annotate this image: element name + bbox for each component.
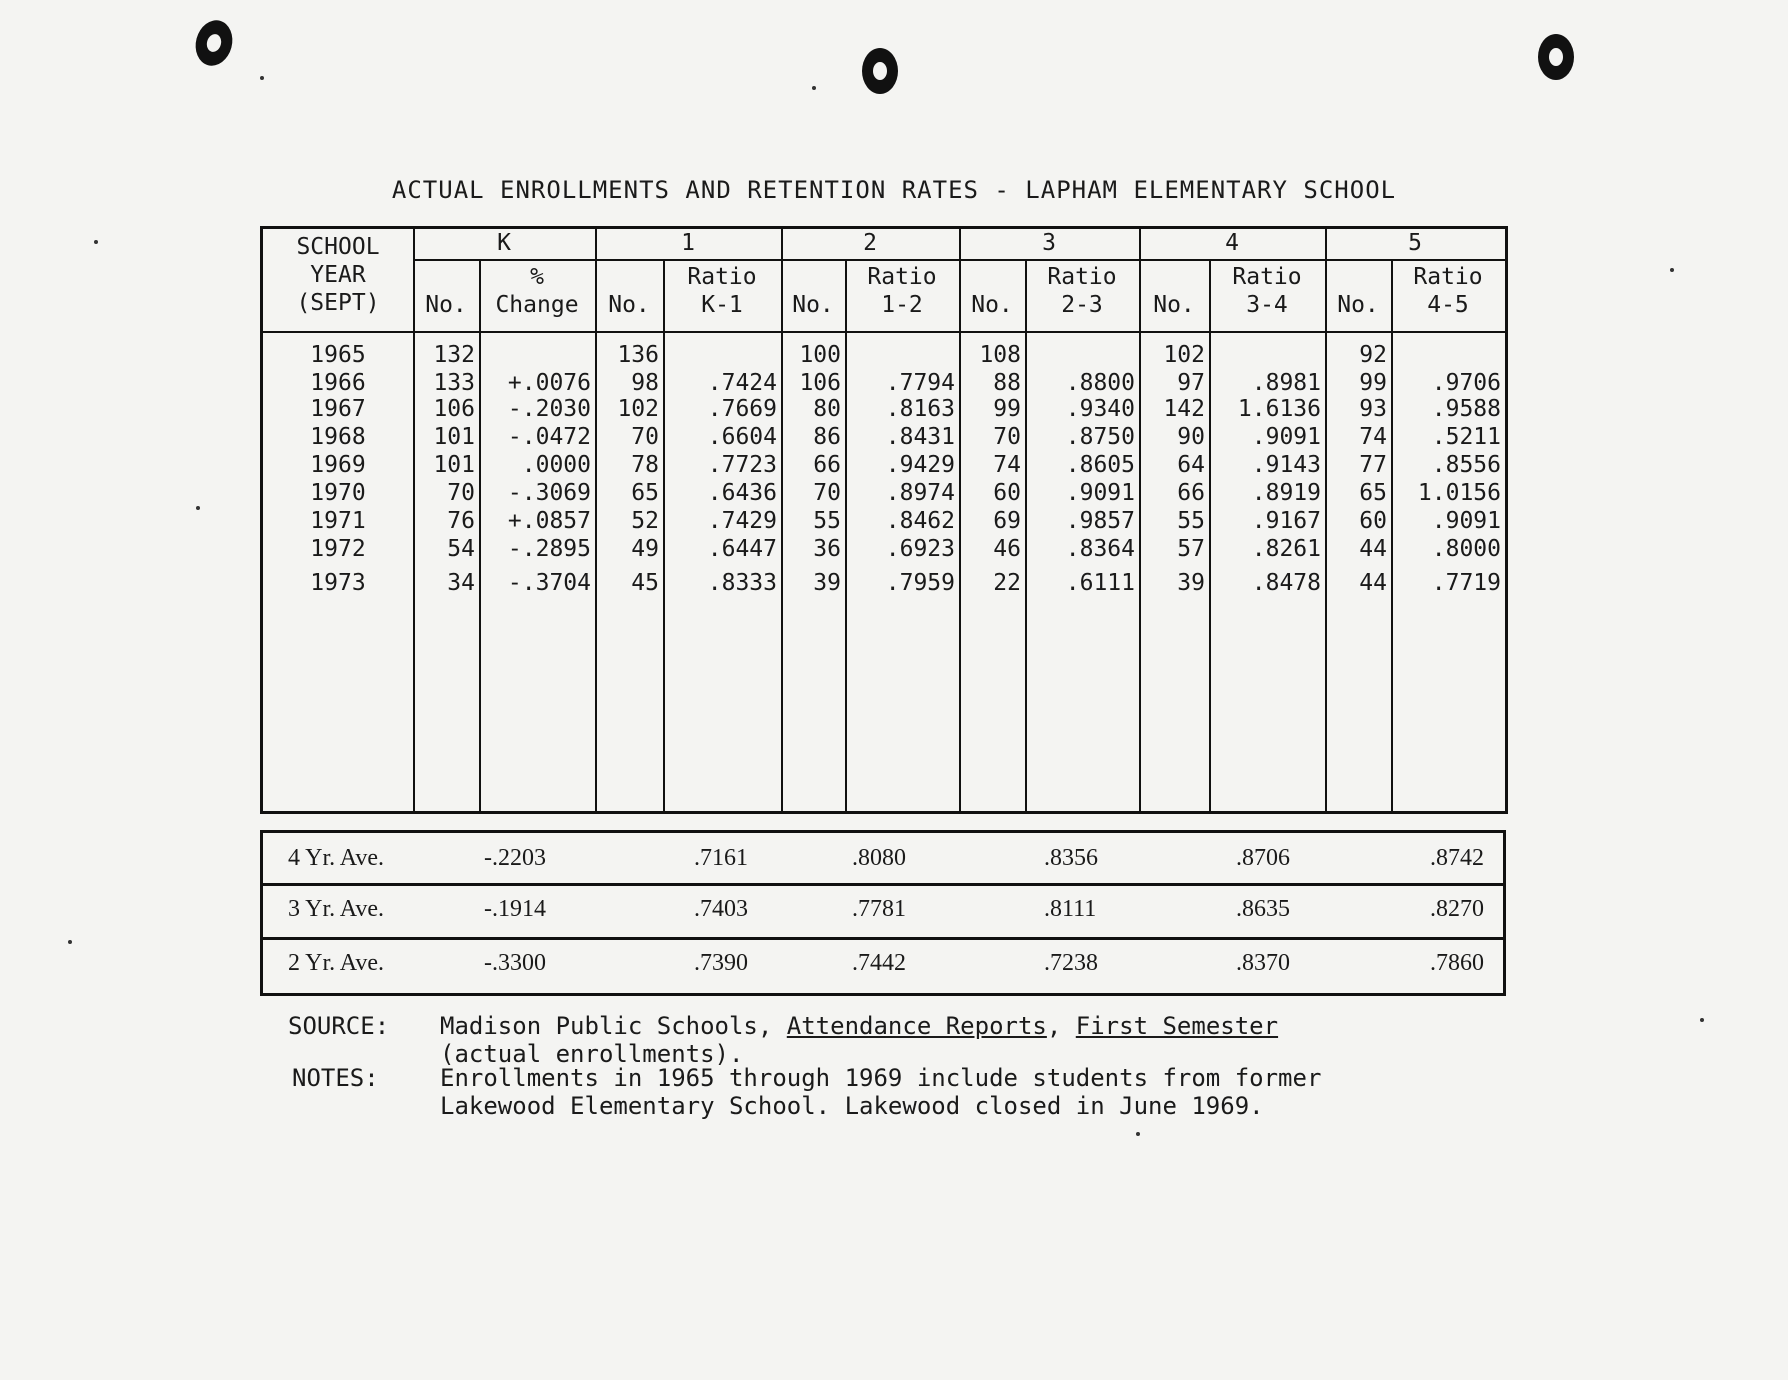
- subheader-no: No.: [608, 292, 650, 318]
- cell-g4-no: 64: [1177, 452, 1205, 478]
- subheader-ratio-range: 4-5: [1427, 292, 1469, 318]
- cell-k-no: 54: [447, 536, 475, 562]
- cell-g5-no: 44: [1359, 570, 1387, 596]
- subheader-pct: %: [530, 264, 544, 290]
- cell-year: 1968: [310, 424, 366, 450]
- subheader-ratio-34: [1209, 263, 1325, 319]
- group-header-4: 4: [1225, 230, 1239, 256]
- cell-r-k1: .6447: [707, 536, 777, 562]
- cell-k-chg: .0000: [521, 452, 591, 478]
- average-row: [260, 884, 1506, 940]
- cell-g3-no: 46: [993, 536, 1021, 562]
- subheader-no: No.: [1337, 292, 1379, 318]
- subheader-no: No.: [425, 292, 467, 318]
- source-text: [440, 1012, 1278, 1040]
- cell-g2-no: 106: [799, 370, 841, 396]
- cell-g3-no: 69: [993, 508, 1021, 534]
- cell-r-34: .8981: [1251, 370, 1321, 396]
- page-title: ACTUAL ENROLLMENTS AND RETENTION RATES - LAPHAM ELEMENTARY SCHOOL: [391, 176, 1397, 204]
- cell-g2-no: 66: [813, 452, 841, 478]
- average-value-k: -.2203: [484, 845, 546, 871]
- cell-k-chg: +.0857: [507, 508, 591, 534]
- cell-r-45: .9091: [1431, 508, 1501, 534]
- cell-r-45: .5211: [1431, 424, 1501, 450]
- cell-g3-no: 22: [993, 570, 1021, 596]
- cell-k-chg: -.3704: [507, 570, 591, 596]
- cell-r-23: .9091: [1065, 480, 1135, 506]
- source-text-2: (actual enrollments).: [440, 1040, 744, 1068]
- group-header-k: K: [497, 230, 511, 256]
- cell-r-12: .7959: [885, 570, 955, 596]
- cell-r-12: .8462: [885, 508, 955, 534]
- speck: [68, 940, 72, 944]
- average-label: 4 Yr. Ave.: [288, 845, 384, 871]
- cell-g4-no: 55: [1177, 508, 1205, 534]
- subheader-ratio-range: 1-2: [881, 292, 923, 318]
- year-header-line: (SEPT): [296, 290, 380, 316]
- average-value-k1: .7161: [694, 845, 748, 871]
- group-header-1: 1: [681, 230, 695, 256]
- cell-r-23: .8605: [1065, 452, 1135, 478]
- subheader-ratio-range: 3-4: [1246, 292, 1288, 318]
- speck: [196, 506, 200, 510]
- average-value-r34: .8635: [1236, 896, 1290, 922]
- average-value-r34: .8370: [1236, 950, 1290, 976]
- cell-g5-no: 93: [1359, 396, 1387, 422]
- cell-g1-no: 45: [631, 570, 659, 596]
- average-value-r45: .7860: [1430, 950, 1484, 976]
- subheader-ratio-12: [845, 263, 959, 319]
- cell-r-k1: .6436: [707, 480, 777, 506]
- cell-g4-no: 90: [1177, 424, 1205, 450]
- header-divider: [413, 259, 1505, 261]
- cell-r-23: .6111: [1065, 570, 1135, 596]
- enrollment-table: [260, 226, 1508, 814]
- cell-g4-no: 57: [1177, 536, 1205, 562]
- year-header-line: YEAR: [310, 262, 366, 288]
- average-value-r12: .7781: [852, 896, 906, 922]
- average-value-k1: .7403: [694, 896, 748, 922]
- cell-g5-no: 74: [1359, 424, 1387, 450]
- cell-k-no: 101: [433, 424, 475, 450]
- cell-g5-no: 65: [1359, 480, 1387, 506]
- cell-r-45: .7719: [1431, 570, 1501, 596]
- cell-r-k1: .7424: [707, 370, 777, 396]
- cell-r-34: .9091: [1251, 424, 1321, 450]
- cell-g3-no: 88: [993, 370, 1021, 396]
- subheader-ratio: Ratio: [1047, 264, 1117, 290]
- subheader-pct-change: [479, 263, 595, 319]
- cell-r-23: .8750: [1065, 424, 1135, 450]
- notes-line-1: Enrollments in 1965 through 1969 include students from former: [440, 1064, 1322, 1092]
- subheader-no: No.: [971, 292, 1013, 318]
- cell-r-12: .8163: [885, 396, 955, 422]
- subheader-no: No.: [1153, 292, 1195, 318]
- cell-g4-no: 66: [1177, 480, 1205, 506]
- cell-year: 1969: [310, 452, 366, 478]
- average-value-r23: .7238: [1044, 950, 1098, 976]
- cell-g4-no: 97: [1177, 370, 1205, 396]
- cell-r-k1: .6604: [707, 424, 777, 450]
- cell-r-34: .9143: [1251, 452, 1321, 478]
- subheader-no: No.: [792, 292, 834, 318]
- cell-r-45: .8556: [1431, 452, 1501, 478]
- cell-r-k1: .7429: [707, 508, 777, 534]
- cell-k-chg: +.0076: [507, 370, 591, 396]
- average-row: [260, 830, 1506, 886]
- cell-g2-no: 80: [813, 396, 841, 422]
- cell-g5-no: 92: [1359, 342, 1387, 368]
- cell-r-45: .9706: [1431, 370, 1501, 396]
- cell-year: 1973: [310, 570, 366, 596]
- cell-g1-no: 78: [631, 452, 659, 478]
- average-value-r12: .7442: [852, 950, 906, 976]
- cell-g2-no: 39: [813, 570, 841, 596]
- cell-r-12: .8431: [885, 424, 955, 450]
- group-header-3: 3: [1042, 230, 1056, 256]
- speck: [94, 240, 98, 244]
- subheader-ratio: Ratio: [867, 264, 937, 290]
- cell-r-34: .9167: [1251, 508, 1321, 534]
- cell-year: 1967: [310, 396, 366, 422]
- cell-r-12: .8974: [885, 480, 955, 506]
- cell-year: 1966: [310, 370, 366, 396]
- subheader-ratio-k1: [663, 263, 781, 319]
- cell-g3-no: 60: [993, 480, 1021, 506]
- cell-k-no: 101: [433, 452, 475, 478]
- cell-year: 1971: [310, 508, 366, 534]
- subheader-ratio-45: [1391, 263, 1505, 319]
- cell-year: 1965: [310, 342, 366, 368]
- source-label: SOURCE:: [288, 1012, 390, 1040]
- cell-r-23: .8364: [1065, 536, 1135, 562]
- cell-g2-no: 36: [813, 536, 841, 562]
- cell-g5-no: 99: [1359, 370, 1387, 396]
- punch-hole: [1538, 34, 1574, 80]
- punch-hole: [191, 16, 238, 70]
- notes-label: NOTES:: [292, 1064, 379, 1092]
- speck: [1700, 1018, 1704, 1022]
- cell-k-chg: -.3069: [507, 480, 591, 506]
- cell-g3-no: 99: [993, 396, 1021, 422]
- average-value-r23: .8356: [1044, 845, 1098, 871]
- speck: [1136, 1132, 1140, 1136]
- group-header-2: 2: [863, 230, 877, 256]
- speck: [812, 86, 816, 90]
- cell-g4-no: 142: [1163, 396, 1205, 422]
- cell-g5-no: 44: [1359, 536, 1387, 562]
- subheader-ratio: Ratio: [1413, 264, 1483, 290]
- cell-g3-no: 74: [993, 452, 1021, 478]
- cell-g1-no: 70: [631, 424, 659, 450]
- cell-r-12: .7794: [885, 370, 955, 396]
- cell-k-no: 133: [433, 370, 475, 396]
- cell-r-34: .8261: [1251, 536, 1321, 562]
- source-separator: ,: [1046, 1012, 1076, 1040]
- cell-r-12: .9429: [885, 452, 955, 478]
- subheader-ratio-23: [1025, 263, 1139, 319]
- average-value-k: -.1914: [484, 896, 546, 922]
- average-value-k1: .7390: [694, 950, 748, 976]
- cell-g1-no: 98: [631, 370, 659, 396]
- cell-year: 1970: [310, 480, 366, 506]
- header-divider: [263, 331, 1505, 333]
- cell-g4-no: 102: [1163, 342, 1205, 368]
- cell-g1-no: 52: [631, 508, 659, 534]
- subheader-ratio-range: K-1: [701, 292, 743, 318]
- notes-line-2: Lakewood Elementary School. Lakewood closed in June 1969.: [440, 1092, 1264, 1120]
- cell-r-k1: .7669: [707, 396, 777, 422]
- year-header: [263, 233, 413, 317]
- cell-year: 1972: [310, 536, 366, 562]
- cell-k-chg: -.2895: [507, 536, 591, 562]
- cell-g1-no: 102: [617, 396, 659, 422]
- cell-g5-no: 77: [1359, 452, 1387, 478]
- cell-k-no: 70: [447, 480, 475, 506]
- cell-k-chg: -.2030: [507, 396, 591, 422]
- cell-k-chg: -.0472: [507, 424, 591, 450]
- cell-g3-no: 108: [979, 342, 1021, 368]
- cell-r-45: .9588: [1431, 396, 1501, 422]
- cell-r-45: 1.0156: [1417, 480, 1501, 506]
- cell-g1-no: 136: [617, 342, 659, 368]
- cell-g3-no: 70: [993, 424, 1021, 450]
- average-label: 2 Yr. Ave.: [288, 950, 384, 976]
- cell-g2-no: 70: [813, 480, 841, 506]
- cell-g2-no: 86: [813, 424, 841, 450]
- cell-r-23: .9857: [1065, 508, 1135, 534]
- average-value-r45: .8742: [1430, 845, 1484, 871]
- cell-r-34: 1.6136: [1237, 396, 1321, 422]
- cell-g5-no: 60: [1359, 508, 1387, 534]
- source-semester: First Semester: [1075, 1012, 1279, 1040]
- subheader-ratio-range: 2-3: [1061, 292, 1103, 318]
- average-value-r23: .8111: [1044, 896, 1097, 922]
- subheader-ratio: Ratio: [687, 264, 757, 290]
- cell-g2-no: 55: [813, 508, 841, 534]
- cell-r-23: .9340: [1065, 396, 1135, 422]
- year-header-line: SCHOOL: [296, 234, 380, 260]
- cell-k-no: 106: [433, 396, 475, 422]
- source-publisher: Madison Public Schools,: [440, 1012, 787, 1040]
- average-value-r12: .8080: [852, 845, 906, 871]
- subheader-change: Change: [495, 292, 579, 318]
- cell-r-45: .8000: [1431, 536, 1501, 562]
- speck: [260, 76, 264, 80]
- average-value-r34: .8706: [1236, 845, 1290, 871]
- subheader-ratio: Ratio: [1232, 264, 1302, 290]
- cell-g1-no: 49: [631, 536, 659, 562]
- cell-r-23: .8800: [1065, 370, 1135, 396]
- cell-r-k1: .7723: [707, 452, 777, 478]
- cell-k-no: 34: [447, 570, 475, 596]
- source-report-title: Attendance Reports: [786, 1012, 1047, 1040]
- cell-k-no: 76: [447, 508, 475, 534]
- average-value-r45: .8270: [1430, 896, 1484, 922]
- cell-k-no: 132: [433, 342, 475, 368]
- average-row: [260, 938, 1506, 996]
- cell-r-12: .6923: [885, 536, 955, 562]
- average-label: 3 Yr. Ave.: [288, 896, 384, 922]
- group-header-5: 5: [1408, 230, 1422, 256]
- cell-g1-no: 65: [631, 480, 659, 506]
- cell-g4-no: 39: [1177, 570, 1205, 596]
- cell-r-34: .8919: [1251, 480, 1321, 506]
- average-value-k: -.3300: [484, 950, 546, 976]
- cell-r-34: .8478: [1251, 570, 1321, 596]
- cell-g2-no: 100: [799, 342, 841, 368]
- cell-r-k1: .8333: [707, 570, 777, 596]
- speck: [1670, 268, 1674, 272]
- punch-hole: [862, 48, 898, 94]
